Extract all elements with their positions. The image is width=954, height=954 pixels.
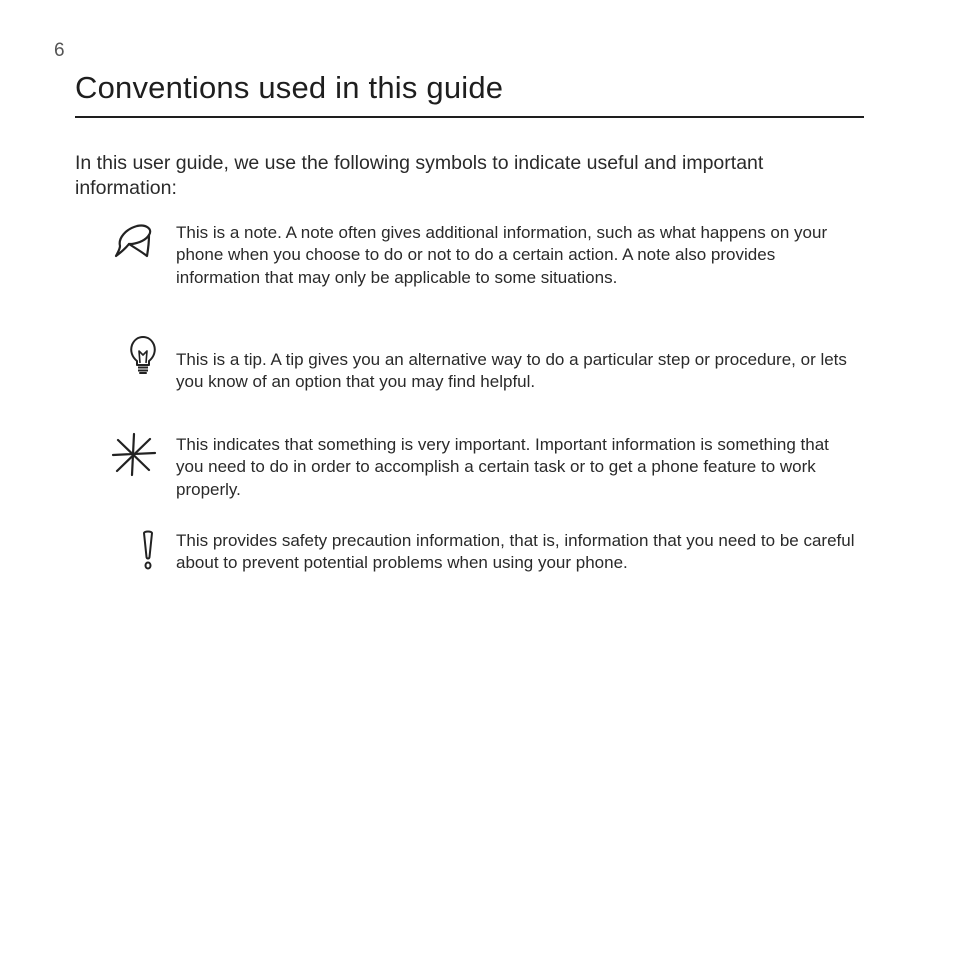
safety-text: This provides safety precaution information, that is, information that you need to be careful about to prevent potential problems when using your phone. <box>176 531 855 573</box>
asterisk-icon <box>111 432 157 478</box>
page-number: 6 <box>54 40 66 61</box>
convention-safety <box>100 530 860 600</box>
note-icon <box>113 223 155 259</box>
lightbulb-icon <box>129 336 157 376</box>
exclamation-icon <box>140 530 156 572</box>
page-title: Conventions used in this guide <box>75 70 504 105</box>
convention-important <box>100 434 860 504</box>
convention-note <box>100 222 860 312</box>
tip-text: This is a tip. A tip gives you an alternative way to do a particular step or procedure, or lets you know of an option that you may find helpful. <box>176 350 847 392</box>
important-text: This indicates that something is very important. Important information is something that you need to do in order to accomplish a certain task or to get a phone feature to work properly. <box>176 435 829 499</box>
convention-tip <box>100 349 860 399</box>
intro-paragraph: In this user guide, we use the following symbols to indicate useful and important information: <box>75 152 764 199</box>
note-text: This is a note. A note often gives additional information, such as what happens on your phone when you choose to do or not to do a certain action. A note also provides information that may only be applicable to some situations. <box>176 223 828 287</box>
title-divider <box>75 116 864 118</box>
